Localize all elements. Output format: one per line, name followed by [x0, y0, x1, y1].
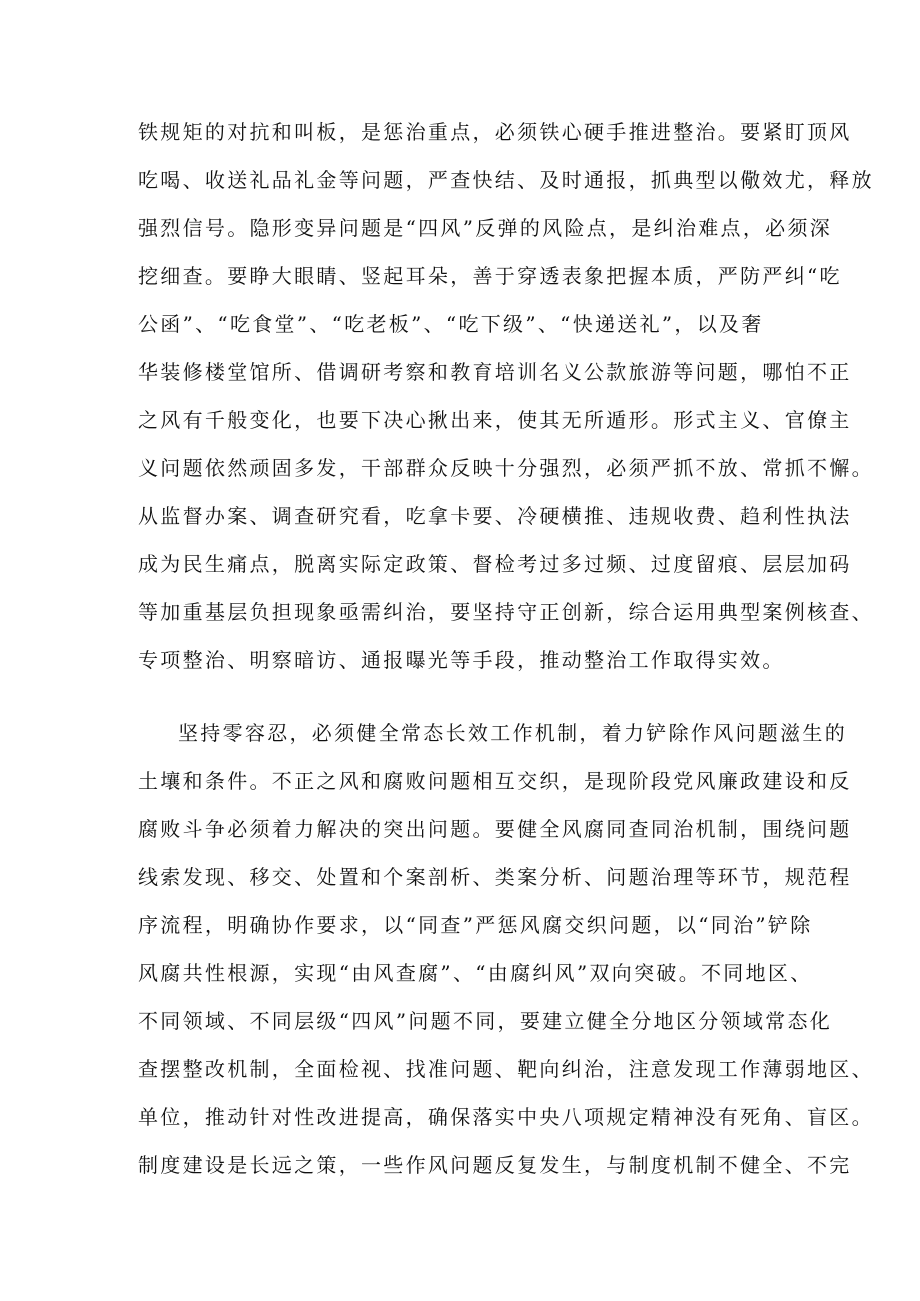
text-line: 查摆整改机制，全面检视、找准问题、靶向纠治，注意发现工作薄弱地区、 [138, 1057, 874, 1081]
text-line: 序流程，明确协作要求，以“同查”严惩风腐交织问题，以“同治”铲除 [138, 913, 813, 937]
text-line: 单位，推动针对性改进提高，确保落实中央八项规定精神没有死角、盲区。 [138, 1105, 874, 1129]
text-line: 铁规矩的对抗和叫板，是惩治重点，必须铁心硬手推进整治。要紧盯顶风 [138, 120, 852, 144]
text-line: 坚持零容忍，必须健全常态长效工作机制，着力铲除作风问题滋生的 [178, 721, 847, 745]
text-line: 之风有千般变化，也要下决心揪出来，使其无所遁形。形式主义、官僚主 [138, 408, 852, 432]
text-line: 腐败斗争必须着力解决的突出问题。要健全风腐同查同治机制，围绕问题 [138, 817, 852, 841]
text-line: 等加重基层负担现象亟需纠治，要坚持守正创新，综合运用典型案例核查、 [138, 600, 874, 624]
text-line: 风腐共性根源，实现“由风查腐”、“由腐纠风”双向突破。不同地区、 [138, 961, 813, 985]
text-line: 专项整治、明察暗访、通报曝光等手段，推动整治工作取得实效。 [138, 648, 785, 672]
text-line: 从监督办案、调查研究看，吃拿卡要、冷硬横推、违规收费、趋利性执法 [138, 504, 852, 528]
text-line: 强烈信号。隐形变异问题是“四风”反弹的风险点，是纠治难点，必须深 [138, 216, 833, 240]
text-line: 不同领域、不同层级“四风”问题不同，要建立健全分地区分领域常态化 [138, 1009, 833, 1033]
text-line: 挖细查。要睁大眼睛、竖起耳朵，善于穿透表象把握本质，严防严纠“吃 [138, 264, 842, 288]
text-line: 线索发现、移交、处置和个案剖析、类案分析、问题治理等环节，规范程 [138, 865, 852, 889]
text-line: 公函”、“吃食堂”、“吃老板”、“吃下级”、“快递送礼”，以及奢 [138, 312, 764, 336]
text-line: 吃喝、收送礼品礼金等问题，严查快结、及时通报，抓典型以儆效尤，释放 [138, 168, 874, 192]
text-line: 成为民生痛点，脱离实际定政策、督检考过多过频、过度留痕、层层加码 [138, 552, 852, 576]
text-line: 义问题依然顽固多发，干部群众反映十分强烈，必须严抓不放、常抓不懈。 [138, 456, 874, 480]
text-line: 华装修楼堂馆所、借调研考察和教育培训名义公款旅游等问题，哪怕不正 [138, 360, 852, 384]
text-line: 制度建设是长远之策，一些作风问题反复发生，与制度机制不健全、不完 [138, 1153, 852, 1177]
text-line: 土壤和条件。不正之风和腐败问题相互交织，是现阶段党风廉政建设和反 [138, 769, 852, 793]
